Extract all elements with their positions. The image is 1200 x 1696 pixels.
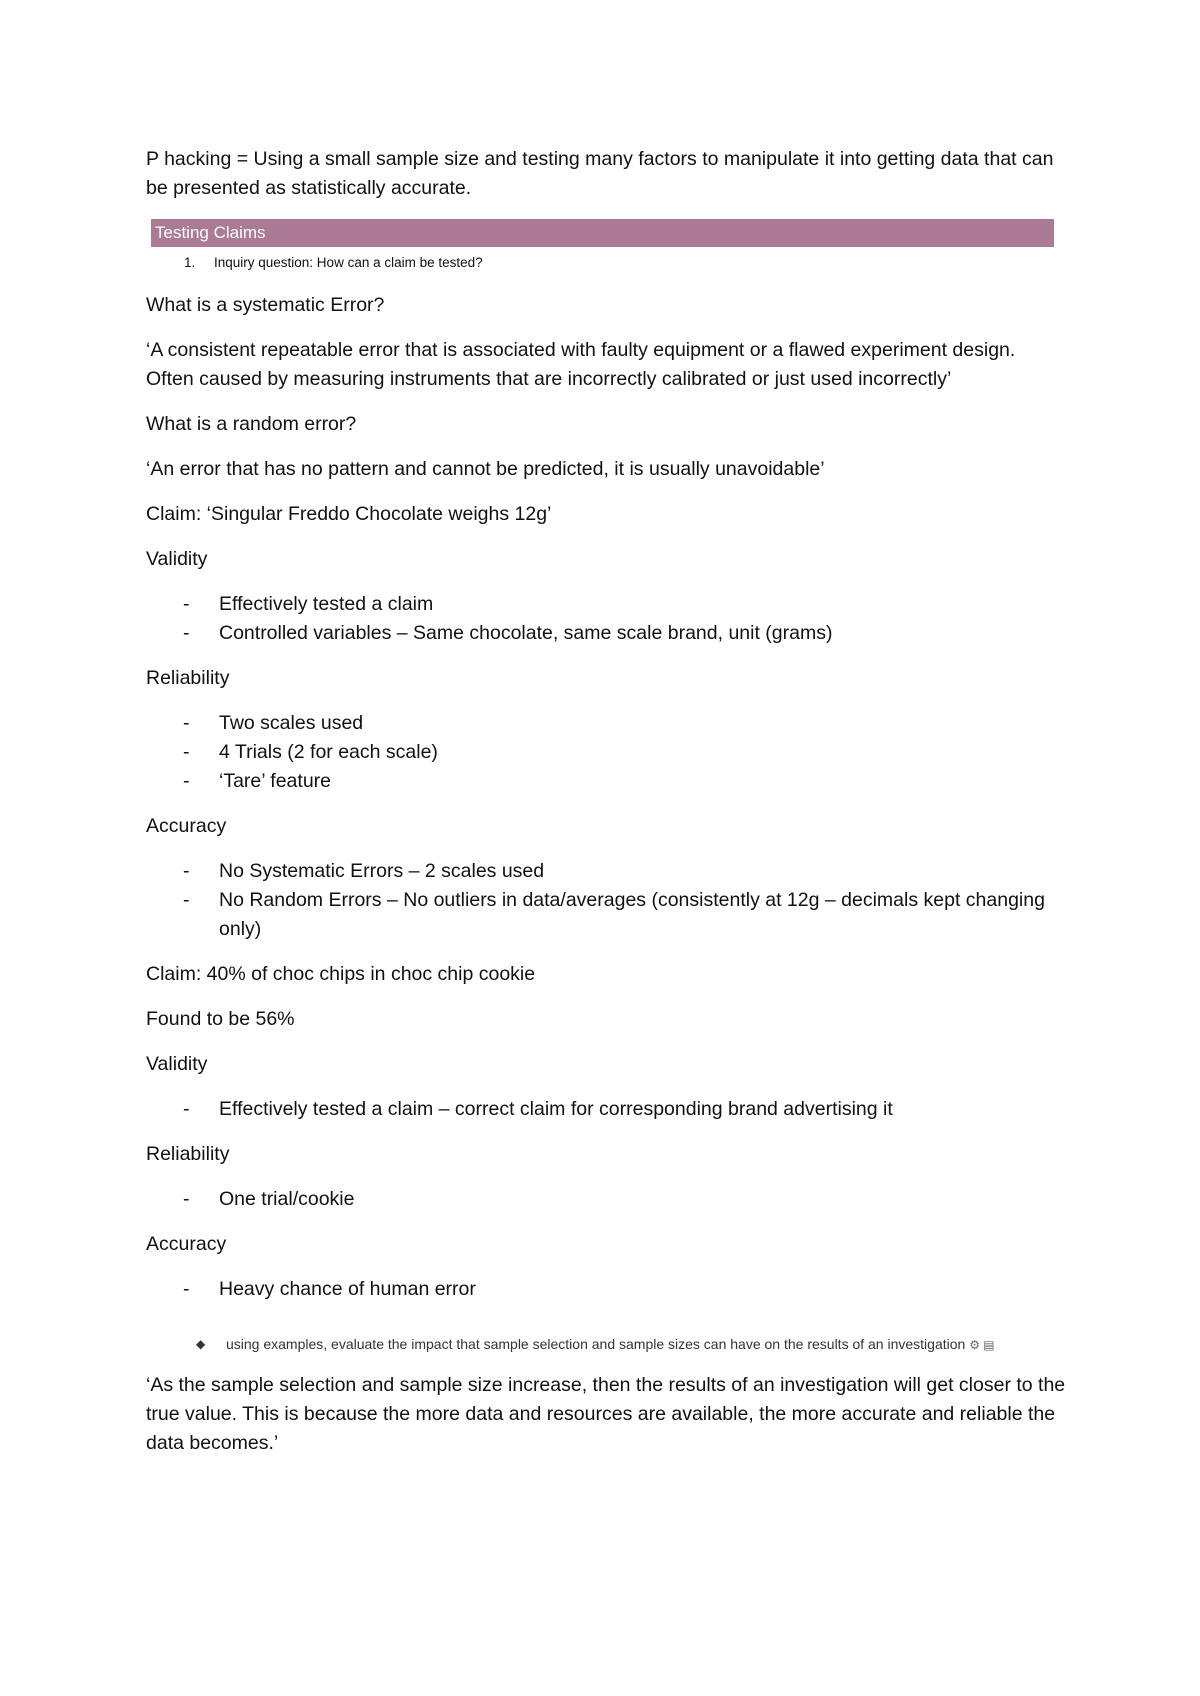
dash-mark: - <box>183 860 190 882</box>
evaluate-prompt-text: using examples, evaluate the impact that sample selection and sample sizes can have on the results of an investigation <box>226 1336 966 1352</box>
banner-title: Testing Claims <box>155 223 266 242</box>
claim2-accuracy-list <box>146 1275 1066 1304</box>
list-item: - Two scales used <box>146 709 1066 738</box>
random-answer: ‘An error that has no pattern and cannot be predicted, it is usually unavoidable’ <box>146 458 825 480</box>
dash-mark: - <box>183 741 190 763</box>
systematic-question: What is a systematic Error? <box>146 294 385 316</box>
list-item: - No Systematic Errors – 2 scales used <box>146 857 1066 886</box>
dash-mark: - <box>183 712 190 734</box>
claim2-found: Found to be 56% <box>146 1008 295 1030</box>
prompt-icons: ⚙ ▤ <box>969 1338 995 1352</box>
claim2-accuracy-heading: Accuracy <box>146 1233 227 1255</box>
claim1-reliability-list <box>146 709 1066 796</box>
inquiry-question <box>184 252 1066 274</box>
random-question: What is a random error? <box>146 413 357 435</box>
inquiry-text: Inquiry question: How can a claim be tested? <box>214 255 483 270</box>
claim1-reliability-heading: Reliability <box>146 667 230 689</box>
list-item: - Effectively tested a claim <box>146 590 1066 619</box>
claim2-reliability-heading: Reliability <box>146 1143 230 1165</box>
claim1-accuracy-list <box>146 857 1066 944</box>
list-item: - Controlled variables – Same chocolate, same scale brand, unit (grams) <box>146 619 1066 648</box>
list-item: - 4 Trials (2 for each scale) <box>146 738 1066 767</box>
claim1-validity-heading: Validity <box>146 548 208 570</box>
claim1-text: Claim: ‘Singular Freddo Chocolate weighs 12g’ <box>146 503 552 525</box>
document-page <box>146 145 1066 1474</box>
list-item: - Effectively tested a claim – correct claim for corresponding brand advertising it <box>146 1095 1066 1124</box>
dash-mark: - <box>183 1188 190 1210</box>
inquiry-number: 1. <box>184 255 196 270</box>
dash-mark: - <box>183 889 190 911</box>
claim2-validity-heading: Validity <box>146 1053 208 1075</box>
claim2-text: Claim: 40% of choc chips in choc chip cookie <box>146 963 536 985</box>
systematic-answer: ‘A consistent repeatable error that is associated with faulty equipment or a flawed experiment design. Often caused by measuring instruments that are incorrectly calibrated or just used incorrectly’ <box>146 339 1016 390</box>
dash-mark: - <box>183 1098 190 1120</box>
claim2-validity-list <box>146 1095 1066 1124</box>
section-banner <box>151 219 1054 247</box>
conclusion-paragraph: ‘As the sample selection and sample size increase, then the results of an investigation will get closer to the true value. This is because the more data and resources are available, the more accurate and reliable the data becomes.’ <box>146 1374 1066 1454</box>
dash-mark: - <box>183 593 190 615</box>
dash-mark: - <box>183 622 190 644</box>
diamond-bullet-icon: ◆ <box>196 1337 206 1351</box>
claim1-accuracy-heading: Accuracy <box>146 815 227 837</box>
intro-paragraph: P hacking = Using a small sample size and testing many factors to manipulate it into getting data that can be presented as statistically accurate. <box>146 148 1054 199</box>
list-item: - Heavy chance of human error <box>146 1275 1066 1304</box>
claim1-validity-list <box>146 590 1066 648</box>
evaluate-prompt <box>196 1332 1066 1357</box>
list-item: - ‘Tare’ feature <box>146 767 1066 796</box>
claim2-reliability-list <box>146 1185 1066 1214</box>
list-item: - No Random Errors – No outliers in data/averages (consistently at 12g – decimals kept changing only) <box>146 886 1066 944</box>
dash-mark: - <box>183 1278 190 1300</box>
list-item: - One trial/cookie <box>146 1185 1066 1214</box>
dash-mark: - <box>183 770 190 792</box>
